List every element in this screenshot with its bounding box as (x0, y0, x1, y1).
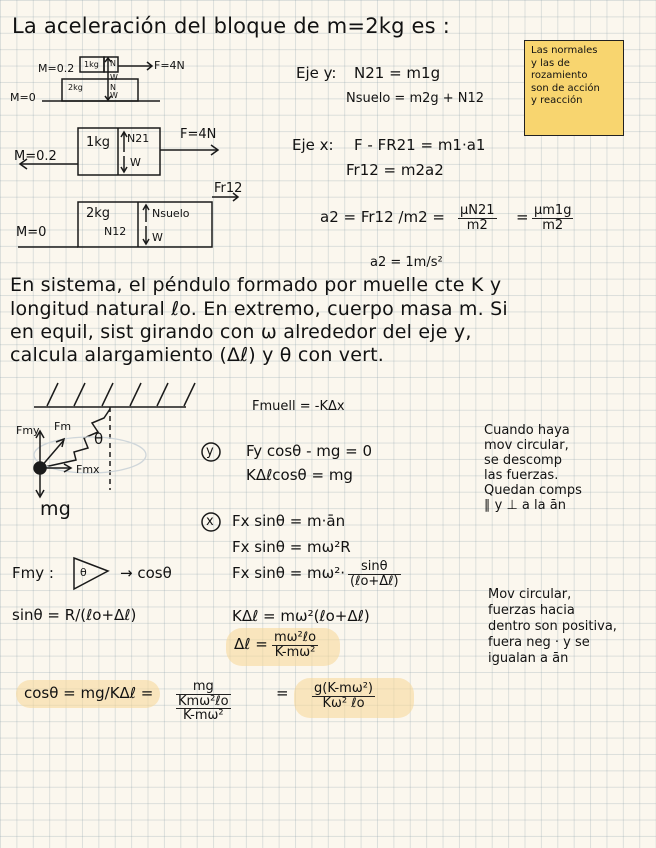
side-note2-line: Mov circular, (488, 587, 572, 602)
eje-x-line3-frac (348, 560, 401, 588)
eq-x-line2: Fr12 = m2a2 (346, 161, 444, 179)
fmy-note-lhs: Fmy : (12, 564, 54, 582)
pend-fmx: Fmx (76, 463, 100, 476)
eje-x-line3-pre: Fx sinθ = mω²· (232, 564, 345, 582)
dl-frac (272, 631, 318, 659)
problem-line: calcula alargamiento (Δℓ) y θ con vert. (10, 344, 385, 366)
sticky-note-line: y las de (531, 57, 570, 69)
eq-a2-frac1 (458, 204, 497, 232)
d1-force: F=4N (154, 59, 185, 72)
cos-frac2-den: Kω² ℓo (322, 695, 365, 711)
side-note1-line: se descomp (484, 453, 562, 468)
side-note2-line: dentro son positiva, (488, 619, 617, 634)
sticky-note-line: Las normales (531, 45, 598, 56)
d1-n-bot: N (110, 83, 116, 92)
side-note1-line: Quedan comps (484, 483, 582, 498)
cos-frac1 (176, 680, 231, 723)
eje-x-line1: Fx sinθ = m·ān (232, 512, 346, 530)
cos-frac1-mid: Kmω²ℓo (178, 693, 229, 709)
problem-line: En sistema, el péndulo formado por muelle cte K y (10, 274, 502, 296)
fmy-note-rhs: → cosθ (120, 564, 172, 582)
d3-block: 2kg (86, 206, 111, 221)
d2-block: 1kg (86, 135, 111, 150)
d1-w-top: W (110, 73, 118, 82)
cos-frac1-den: K-mω² (183, 708, 224, 724)
side-note1-line: mov circular, (484, 438, 569, 453)
sticky-note-line: rozamiento (531, 70, 588, 81)
fmy-note-theta: θ (80, 566, 87, 579)
eq-a2-eq: = (516, 208, 529, 226)
eq-y-label: Eje y: (296, 64, 337, 82)
d1-mu-bottom: M=0 (10, 91, 36, 104)
cos-frac2 (312, 682, 375, 710)
d3-w: W (152, 231, 163, 244)
dl-num: mω²ℓo (274, 630, 317, 645)
d2-force: F=4N (180, 127, 217, 142)
eq-a2-frac1-num: μN21 (460, 203, 495, 218)
sin-note: sinθ = R/(ℓo+Δℓ) (12, 606, 137, 624)
eje-x-line3-den: (ℓo+Δℓ) (350, 573, 399, 589)
eje-y-tag: y (206, 444, 214, 459)
pend-fm: Fm (54, 420, 72, 433)
eje-x-line4: KΔℓ = mω²(ℓo+Δℓ) (232, 607, 370, 625)
d2-n21: N21 (127, 132, 150, 145)
d2-mu: M=0.2 (14, 149, 57, 164)
cos-frac2-num: g(K-mω²) (314, 681, 374, 696)
side-note1-line: ∥ y ⊥ a la ān (484, 498, 566, 513)
pendulum-drawing (34, 383, 195, 497)
eq-a2-frac1-den: m2 (466, 217, 488, 233)
sticky-note-line: son de acción (531, 82, 600, 94)
eje-x-line2: Fx sinθ = mω²R (232, 538, 351, 556)
eje-x-line3-num: sinθ (348, 560, 401, 575)
eq-a2-lhs: a2 = Fr12 /m2 = (320, 208, 445, 226)
cos-frac1-num: mg (176, 680, 231, 695)
cos-lhs: cosθ = mg/KΔℓ = (24, 684, 154, 702)
eq-a2-frac2 (532, 204, 573, 232)
d1-n-top: N (110, 59, 116, 68)
diagram3-drawing (18, 193, 238, 247)
dl-lhs: Δℓ = (234, 635, 268, 653)
dl-den: K-mω² (274, 644, 316, 660)
problem-line: longitud natural ℓo. En extremo, cuerpo masa m. Si (10, 298, 508, 320)
eq-a2-frac2-num: μm1g (534, 203, 572, 218)
sticky-note-line: y reacción (531, 95, 583, 106)
eq-y-line1: N21 = m1g (354, 64, 441, 82)
d3-n-suelo: Nsuelo (152, 207, 190, 220)
fmuell: Fmuell = -KΔx (252, 399, 345, 414)
d1-block-big: 2kg (68, 83, 83, 92)
eq-a2-frac2-den: m2 (542, 217, 564, 233)
d1-block-small: 1kg (84, 60, 99, 69)
side-note1-line: las fuerzas. (484, 468, 559, 483)
page-title: La aceleración del bloque de m=2kg es : (12, 14, 450, 38)
eje-y-line1: Fy cosθ - mg = 0 (246, 442, 373, 460)
side-note2-line: fuera neg · y se (488, 635, 590, 650)
eje-x-tag: x (206, 514, 214, 529)
eq-y-line2: Nsuelo = m2g + N12 (346, 91, 485, 106)
d3-mu: M=0 (16, 225, 47, 240)
d1-w-bot: W (110, 91, 118, 100)
pend-theta: θ (94, 430, 104, 448)
problem-line: en equil, sist girando con ω alrededor del eje y, (10, 321, 472, 343)
side-note2-line: igualan a ān (488, 651, 569, 666)
d3-fr12: Fr12 (214, 181, 243, 196)
d2-w: W (130, 156, 141, 169)
pend-mg: mg (40, 498, 71, 520)
d1-mu-top: M=0.2 (38, 62, 75, 75)
side-note1-line: Cuando haya (484, 423, 570, 438)
result-a2: a2 = 1m/s² (370, 255, 443, 270)
cos-eq: = (276, 684, 289, 702)
eje-y-line2: KΔℓcosθ = mg (246, 466, 353, 484)
d3-n12: N12 (104, 225, 127, 238)
eq-x-label: Eje x: (292, 136, 334, 154)
side-note2-line: fuerzas hacia (488, 603, 575, 618)
pend-fmy: Fmy (16, 424, 40, 437)
eq-x-line1: F - FR21 = m1·a1 (354, 136, 486, 154)
